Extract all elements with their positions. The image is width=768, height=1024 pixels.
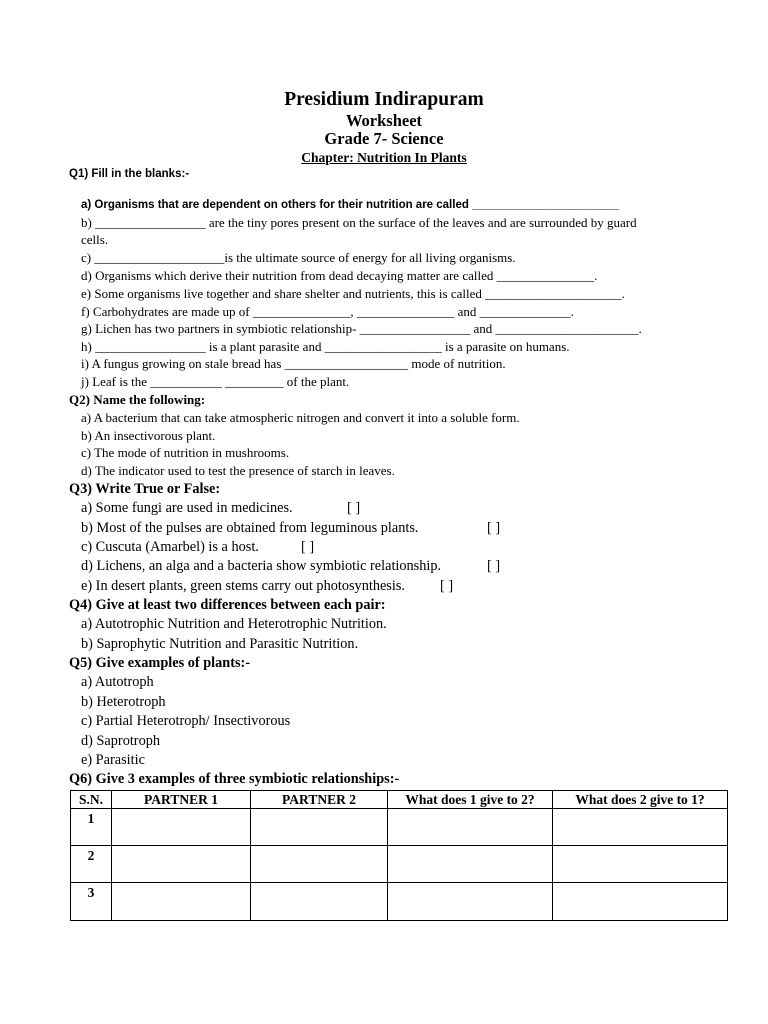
row-number: 3 <box>71 883 112 921</box>
q1-item-b-cont: cells. <box>81 232 109 247</box>
answer-cell[interactable] <box>251 846 388 883</box>
worksheet-label: Worksheet <box>345 111 423 130</box>
answer-cell[interactable] <box>251 883 388 921</box>
q3-bracket-b: [ ] <box>487 520 501 536</box>
column-header-2-gives-1: What does 2 give to 1? <box>553 791 728 809</box>
symbiosis-table <box>70 790 728 921</box>
q1-item-c: c) ____________________is the ultimate source of energy for all living organisms. <box>81 250 516 265</box>
q1-item-j: j) Leaf is the ___________ _________ of the plant. <box>81 374 350 389</box>
q2-item-c: c) The mode of nutrition in mushrooms. <box>81 445 290 460</box>
column-header-1-gives-2: What does 1 give to 2? <box>388 791 553 809</box>
answer-cell[interactable] <box>553 809 728 846</box>
answer-cell[interactable] <box>112 809 251 846</box>
q1-heading: Q1) Fill in the blanks:- <box>69 168 190 180</box>
q2-item-d: d) The indicator used to test the presence of starch in leaves. <box>81 463 395 478</box>
q2-heading: Q2) Name the following: <box>69 392 206 407</box>
q2-item-b: b) An insectivorous plant. <box>81 428 216 443</box>
q1-item-b: b) _________________ are the tiny pores present on the surface of the leaves and are surrounded by guard <box>81 215 637 230</box>
q2-item-a: a) A bacterium that can take atmospheric nitrogen and convert it into a soluble form. <box>81 410 520 425</box>
q5-item-e: e) Parasitic <box>81 752 145 768</box>
answer-cell[interactable] <box>553 883 728 921</box>
q1-item-g: g) Lichen has two partners in symbiotic relationship- _________________ and ______________________. <box>81 321 642 336</box>
q3-bracket-e: [ ] <box>440 578 454 594</box>
answer-cell[interactable] <box>553 846 728 883</box>
q6-heading: Q6) Give 3 examples of three symbiotic relationships:- <box>69 771 400 787</box>
q1-item-i: i) A fungus growing on stale bread has ___________________ mode of nutrition. <box>81 356 506 371</box>
q3-bracket-d: [ ] <box>487 558 501 574</box>
column-header-sn: S.N. <box>71 791 112 809</box>
row-number: 2 <box>71 846 112 883</box>
q3-bracket-a: [ ] <box>347 500 361 516</box>
row-number: 1 <box>71 809 112 846</box>
q3-item-a: a) Some fungi are used in medicines. <box>81 500 293 516</box>
q3-item-d: d) Lichens, an alga and a bacteria show symbiotic relationship. <box>81 558 442 574</box>
answer-cell[interactable] <box>388 809 553 846</box>
column-header-partner1: PARTNER 1 <box>112 791 251 809</box>
q3-heading: Q3) Write True or False: <box>69 481 221 497</box>
answer-cell[interactable] <box>251 809 388 846</box>
school-name: Presidium Indirapuram <box>284 89 484 110</box>
q5-item-c: c) Partial Heterotroph/ Insectivorous <box>81 713 291 729</box>
table-header-row <box>71 791 728 809</box>
column-header-partner2: PARTNER 2 <box>251 791 388 809</box>
answer-cell[interactable] <box>388 846 553 883</box>
q3-bracket-c: [ ] <box>301 539 315 555</box>
answer-cell[interactable] <box>112 883 251 921</box>
q3-item-c: c) Cuscuta (Amarbel) is a host. <box>81 539 259 555</box>
table-row <box>71 809 728 846</box>
table-row <box>71 883 728 921</box>
q4-item-a: a) Autotrophic Nutrition and Heterotrophic Nutrition. <box>81 616 387 632</box>
q1-item-d: d) Organisms which derive their nutrition from dead decaying matter are called _______________. <box>81 268 598 283</box>
q3-item-e: e) In desert plants, green stems carry out photosynthesis. <box>81 578 405 594</box>
answer-cell[interactable] <box>112 846 251 883</box>
q3-item-b: b) Most of the pulses are obtained from leguminous plants. <box>81 520 419 536</box>
q5-item-b: b) Heterotroph <box>81 694 166 710</box>
q1-item-h: h) _________________ is a plant parasite and __________________ is a parasite on humans. <box>81 339 570 354</box>
table-row <box>71 846 728 883</box>
q5-item-a: a) Autotroph <box>81 674 154 690</box>
q1-item-f: f) Carbohydrates are made up of _______________, _______________ and ______________. <box>81 304 574 319</box>
q4-item-b: b) Saprophytic Nutrition and Parasitic Nutrition. <box>81 636 359 652</box>
q1-item-e: e) Some organisms live together and share shelter and nutrients, this is called _____________________. <box>81 286 625 301</box>
chapter-title: Chapter: Nutrition In Plants <box>301 150 467 165</box>
q5-heading: Q5) Give examples of plants:- <box>69 655 251 671</box>
q5-item-d: d) Saprotroph <box>81 733 161 749</box>
q4-heading: Q4) Give at least two differences between each pair: <box>69 597 386 613</box>
answer-cell[interactable] <box>388 883 553 921</box>
grade-title: Grade 7- Science <box>324 129 444 148</box>
q1-item-a: a) Organisms that are dependent on others for their nutrition are called _______________________ <box>81 199 620 211</box>
